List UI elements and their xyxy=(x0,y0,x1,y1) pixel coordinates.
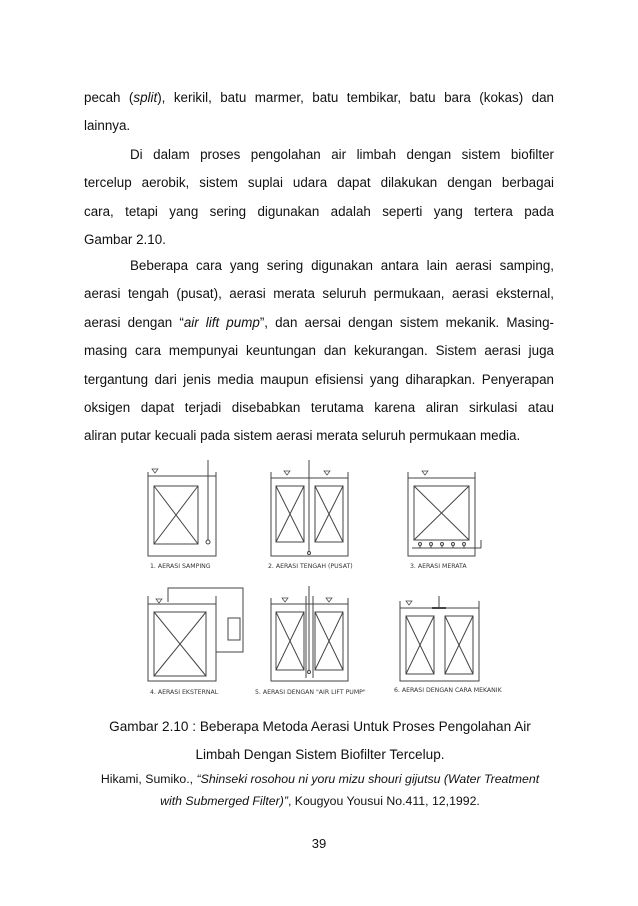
figure-label-2: 2. AERASI TENGAH (PUSAT) xyxy=(268,563,353,570)
paragraph-3 xyxy=(84,252,554,451)
text-line: masing cara mempunyai keuntungan dan kekurangan. Sistem aerasi juga xyxy=(84,343,554,359)
text-line: Gambar 2.10. xyxy=(84,232,166,248)
text-line: tercelup aerobik, sistem suplai udara dapat dilakukan dengan berbagai xyxy=(84,175,554,191)
text-line: cara, tetapi yang sering digunakan adalah seperti yang tertera pada xyxy=(84,203,554,219)
text-line: lainnya. xyxy=(84,118,131,134)
diagram-uniform-aeration xyxy=(408,471,481,556)
figure-caption xyxy=(60,713,580,769)
text-line: aerasi dengan “air lift pump”, dan aersai dengan sistem mekanik. Masing- xyxy=(84,314,554,330)
text-line: oksigen dapat terjadi disebabkan terutama karena aliran sirkulasi atau xyxy=(84,399,554,415)
text-line: tergantung dari jenis media maupun efisiensi yang diharapkan. Penyerapan xyxy=(84,371,554,387)
caption-line-2: Limbah Dengan Sistem Biofilter Tercelup. xyxy=(195,747,445,762)
text-line: aliran putar kecuali pada sistem aerasi merata seluruh permukaan media. xyxy=(84,428,521,444)
paragraph-2 xyxy=(84,141,554,255)
figure-label-3: 3. AERASI MERATA xyxy=(410,563,467,570)
source-line-2: with Submerged Filter)”, Kougyou Yousui No.411, 12,1992. xyxy=(160,794,480,808)
text-line: Beberapa cara yang sering digunakan antara lain aerasi samping, xyxy=(130,258,554,273)
aeration-methods-figure xyxy=(138,456,558,706)
figure-source xyxy=(60,768,580,812)
source-line-1: Hikami, Sumiko., “Shinseki rosohou ni yoru mizu shouri gijutsu (Water Treatment xyxy=(100,772,540,786)
paragraph-1 xyxy=(84,84,554,141)
page-number: 39 xyxy=(311,836,327,851)
diagram-external-aeration xyxy=(148,588,243,681)
figure-label-1: 1. AERASI SAMPING xyxy=(150,563,211,570)
diagram-center-aeration xyxy=(271,460,348,556)
text-line: Di dalam proses pengolahan air limbah dengan sistem biofilter xyxy=(130,147,554,162)
text-line: pecah (split), kerikil, batu marmer, batu tembikar, batu bara (kokas) dan xyxy=(84,90,554,105)
caption-line-1: Gambar 2.10 : Beberapa Metoda Aerasi Untuk Proses Pengolahan Air xyxy=(109,719,531,734)
text-line: aerasi tengah (pusat), aerasi merata seluruh permukaan, aerasi eksternal, xyxy=(84,286,554,302)
figure-label-5: 5. AERASI DENGAN "AIR LIFT PUMP" xyxy=(255,689,366,696)
diagram-side-aeration xyxy=(148,460,216,556)
figure-label-4: 4. AERASI EKSTERNAL xyxy=(150,689,219,696)
diagram-air-lift-pump xyxy=(271,586,348,681)
figure-label-6: 6. AERASI DENGAN CARA MEKANIK xyxy=(394,687,502,694)
diagram-mechanical-aeration xyxy=(400,596,479,681)
